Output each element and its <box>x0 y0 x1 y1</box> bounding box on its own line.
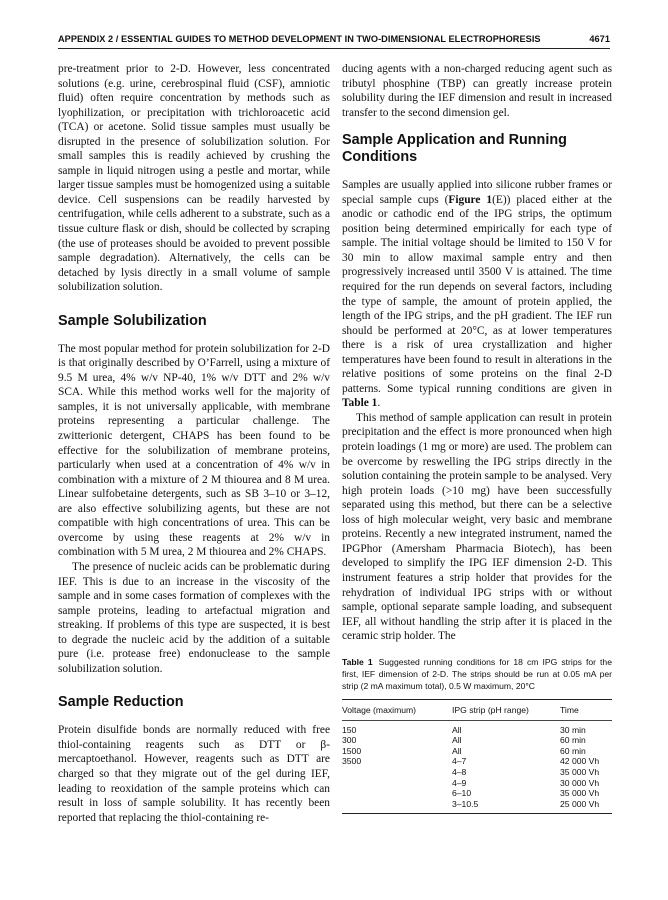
cell-voltage <box>342 767 452 778</box>
cell-ph-range: All <box>452 745 462 756</box>
table-1-reference[interactable]: Table 1 <box>342 397 378 410</box>
cell-time: 35 000 Vh <box>560 767 600 778</box>
table-row <box>342 746 612 757</box>
cell-time: 25 000 Vh <box>560 798 600 809</box>
table-row <box>342 778 612 789</box>
application-text-a: Samples are usually applied into silicone rubber frames or special sample cups ( <box>342 179 612 206</box>
left-column <box>58 62 330 825</box>
cell-voltage: 300 <box>342 735 357 746</box>
table-caption <box>342 656 612 692</box>
table-row <box>342 799 612 814</box>
table-header-row <box>342 699 612 720</box>
column-header-ipg-strip: IPG strip (pH range) <box>452 704 529 715</box>
figure-1-reference[interactable]: Figure 1 <box>448 193 493 206</box>
heading-sample-reduction: Sample Reduction <box>58 694 184 711</box>
cell-time: 30 min <box>560 724 586 735</box>
column-header-time: Time <box>560 704 579 715</box>
table-row <box>342 735 612 746</box>
paragraph-reducing-agents: ducing agents with a non-charged reducing agent such as tributyl phosphine (TBP) can greatly increase protein solubility during the IEF dimension and result in increased transfer to the second dimension gel. <box>342 63 612 119</box>
cell-time: 35 000 Vh <box>560 788 600 799</box>
table-1 <box>342 656 612 815</box>
application-text-c: (E)) placed either at the anodic or cathodic end of the IPG strips, the optimum position being determined empirically for each type of sample. The initial voltage should be limited to 150 V for 30 min to allow maximal sample entry and then progressively increased until 3500 V is attained. The time required for the run depends on several factors, including the type of sample, the amount of protein applied, the length of the IPG strips, and the pH gradient. The IEF run should be performed at 20°C, as at lower temperatures there is a risk of urea crystallization and higher temperatures have been found to result in alterations in the relative positions of some proteins on the final 2-D patterns. Some typical running conditions are given in <box>342 193 612 395</box>
table-row <box>342 756 612 767</box>
heading-sample-application: Sample Application and Running Conditions <box>342 132 567 166</box>
paragraph-application <box>342 178 612 411</box>
running-header <box>58 26 610 49</box>
table-label: Table 1 <box>342 656 373 667</box>
table-row <box>342 720 612 735</box>
cell-ph-range: 3–10.5 <box>452 798 479 809</box>
cell-time: 60 min <box>560 735 586 746</box>
cell-ph-range: All <box>452 735 462 746</box>
paragraph-ipgphor: This method of sample application can result in protein precipitation and the effect is more pronounced when high protein loadings (1 mg or more) are used. The problem can be overcome by reswelling the IPG strips directly in the solution containing the protein sample to be analysed. Very high protein loads (>10 mg) have been successfully separated using this method, but there can be a selective loss of high molecular weight, very basic and membrane proteins. Recently a new integrated instrument, named the IPGPhor (Amersham Pharmacia Biotech), has been developed to simplify the IPG IEF dimension 2-D. This instrument features a strip holder that provides for the rehydration of individual IPG strips with or without sample, optional separate sample loading, and subsequent IEF, all without handling the strip after it is placed in the ceramic strip holder. The <box>342 411 612 643</box>
paragraph-reduction: Protein disulfide bonds are normally reduced with free thiol-containing reagents such as DTT or β-mercaptoethanol. However, reagents such as DTT are charged so that they migrate out of the gel during IEF, leading to reoxidation of the sample proteins which can result in loss of sample solubility. It has recently been reported that replacing the thiol-containing re- <box>58 724 330 824</box>
paragraph-pretreatment: pre-treatment prior to 2-D. However, less concentrated solutions (e.g. urine, cerebrospinal fluid (CSF), amniotic fluid) often require concentration by methods such as lyophilization, or precipitation with trichloroacetic acid (TCA) or acetone. Solid tissue samples must usually be disrupted in the presence of solubilization solution. For small samples this is readily achieved by crushing the sample in liquid nitrogen using a pestle and mortar, while larger tissue samples must be homogenized using a suitable device. Cell suspensions can be readily harvested by centrifugation, while cells adherent to a substrate, such as a tissue culture flask or dish, should be collected by scraping (the use of proteases should be avoided to prevent possible sample degradation). Alternatively, the cells can be detached by lysis directly in a small volume of sample solubilization solution. <box>58 63 330 294</box>
heading-sample-solubilization: Sample Solubilization <box>58 312 207 329</box>
running-conditions-table <box>342 699 612 815</box>
cell-time: 30 000 Vh <box>560 777 600 788</box>
column-header-voltage: Voltage (maximum) <box>342 704 417 715</box>
cell-voltage: 150 <box>342 724 357 735</box>
paragraph-solubilization: The most popular method for protein solubilization for 2-D is that originally described by O’Farrell, using a mixture of 9.5 M urea, 4% w/v NP-40, 1% w/v DTT and 2% w/v SCA. While this method works well for the majority of samples, it is not universally applicable, with membrane proteins representing a particular challenge. The zwitterionic detergent, CHAPS has been found to be effective for the solubilization of membrane proteins, particularly when used at a concentration of 4% w/v in combination with a mixture of 2 M thiourea and 8 M urea. Linear sulfobetaine detergents, such as SB 3–10 or 3–12, are also effective solubilizing agents, but these are not compatible with high concentrations of urea. This can be overcome by using these reagents at 2% w/v in combination with 5 M urea, 2 M thiourea and 2% CHAPS. <box>58 342 330 559</box>
cell-voltage: 1500 <box>342 745 362 756</box>
cell-time: 60 min <box>560 745 586 756</box>
table-row <box>342 788 612 799</box>
cell-ph-range: 4–8 <box>452 767 467 778</box>
table-row <box>342 767 612 778</box>
cell-voltage <box>342 788 452 799</box>
cell-time: 42 000 Vh <box>560 756 600 767</box>
table-caption-text: Suggested running conditions for 18 cm IPG strips for the first, IEF dimension of 2-D. The strips should be run at 0.05 mA per strip (2 mA maximum total), 0.5 W maximum, 20°C <box>342 656 612 691</box>
right-column <box>342 62 612 814</box>
cell-ph-range: All <box>452 724 462 735</box>
cell-voltage <box>342 799 452 814</box>
cell-ph-range: 6–10 <box>452 788 472 799</box>
paragraph-nucleic-acids: The presence of nucleic acids can be problematic during IEF. This is due to an increase in the viscosity of the sample and in some cases formation of complexes with the sample proteins, leading to artefactual migration and streaking. If problems of this type are suspected, it is best to degrade the nucleic acid by the addition of a suitable pure (i.e. protease free) endonuclease to the sample solubilization solution. <box>58 560 330 675</box>
running-title: APPENDIX 2 / ESSENTIAL GUIDES TO METHOD DEVELOPMENT IN TWO-DIMENSIONAL ELECTROPHORESIS <box>58 34 541 44</box>
cell-ph-range: 4–7 <box>452 756 467 767</box>
page-number: 4671 <box>589 34 610 44</box>
application-text-e: . <box>377 397 381 410</box>
cell-voltage: 3500 <box>342 756 362 767</box>
cell-ph-range: 4–9 <box>452 777 467 788</box>
cell-voltage <box>342 778 452 789</box>
